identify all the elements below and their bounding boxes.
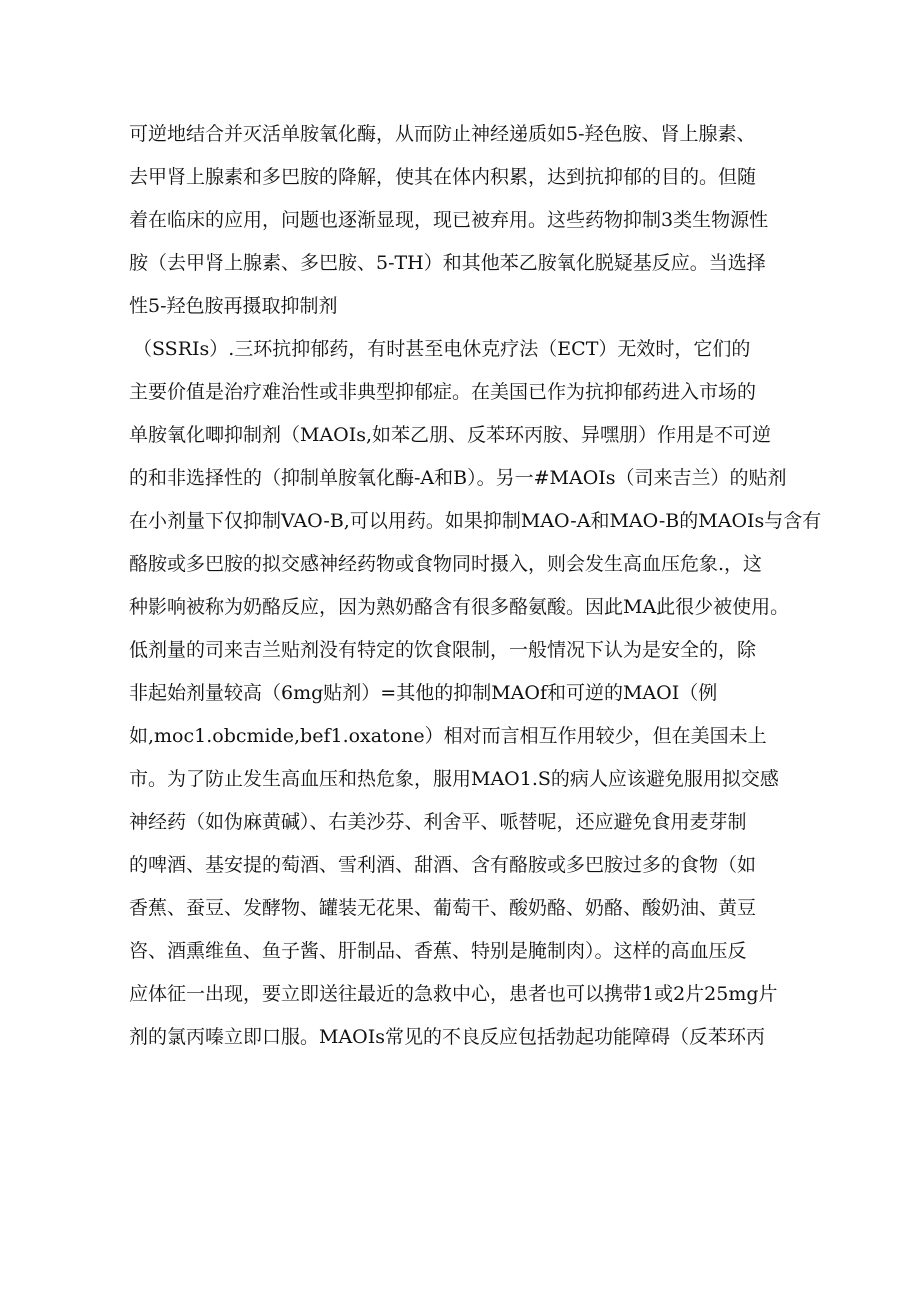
text-line: 的和非选择性的（抑制单胺氧化酶-A和B）。另一#MAOIs（司来吉兰）的贴剂	[129, 467, 787, 489]
text-line: 市。为了防止发生高血压和热危象，服用MAO1.S的病人应该避免服用拟交感	[129, 768, 779, 790]
text-line: 在小剂量下仅抑制VAO-B,可以用药。如果抑制MAO-A和MAO-B的MAOIs与含有	[129, 510, 822, 532]
text-line: 咨、酒熏维鱼、鱼子酱、肝制品、香蕉、特别是腌制肉）。这样的高血压反	[129, 940, 747, 962]
text-line: 如,moc1.obcmide,bef1.oxatone）相对而言相互作用较少，但在美国未上	[129, 725, 767, 747]
text-line: 神经药（如伪麻黄碱）、右美沙芬、利舍平、哌替呢，还应避免食用麦芽制	[129, 811, 747, 833]
text-line: （SSRIs）.三环抗抑郁药，有时甚至电休克疗法（ECT）无效时，它们的	[133, 338, 751, 360]
text-line: 性5-羟色胺再摄取抑制剂	[129, 295, 338, 317]
text-line: 剂的氯丙嗪立即口服。MAOIs常见的不良反应包括勃起功能障碍（反苯环丙	[129, 1026, 766, 1048]
text-line: 香蕉、蚕豆、发酵物、罐装无花果、葡萄干、酸奶酪、奶酪、酸奶油、黄豆	[129, 897, 757, 919]
text-line: 非起始剂量较高（6mg贴剂）=其他的抑制MAOf和可逆的MAOI（例	[129, 682, 718, 704]
text-line: 胺（去甲肾上腺素、多巴胺、5-TH）和其他苯乙胺氧化脱疑基反应。当选择	[129, 252, 766, 274]
text-line: 酪胺或多巴胺的拟交感神经药物或食物同时摄入，则会发生高血压危象.，这	[129, 553, 763, 575]
text-line: 单胺氧化唧抑制剂（MAOIs,如苯乙朋、反苯环丙胺、异嘿朋）作用是不可逆	[129, 424, 772, 446]
text-line: 应体征一出现，要立即送往最近的急救中心，患者也可以携带1或2片25mg片	[129, 983, 778, 1005]
text-line: 去甲肾上腺素和多巴胺的降解，使其在体内积累，达到抗抑郁的目的。但随	[129, 166, 757, 188]
text-line: 可逆地结合并灭活单胺氧化酶，从而防止神经递质如5-羟色胺、肾上腺素、	[129, 123, 756, 145]
text-line: 着在临床的应用，问题也逐渐显现，现已被弃用。这些药物抑制3类生物源性	[129, 209, 769, 231]
text-line: 种影响被称为奶酪反应，因为熟奶酪含有很多酪氨酸。因此MA此很少被使用。	[129, 596, 790, 618]
text-line: 的啤酒、基安提的萄酒、雪利酒、甜酒、含有酪胺或多巴胺过多的食物（如	[129, 854, 757, 876]
text-line: 低剂量的司来吉兰贴剂没有特定的饮食限制，一般情况下认为是安全的，除	[129, 639, 757, 661]
body-text	[129, 113, 822, 1059]
text-line: 主要价值是治疗难治性或非典型抑郁症。在美国已作为抗抑郁药进入市场的	[129, 381, 757, 403]
